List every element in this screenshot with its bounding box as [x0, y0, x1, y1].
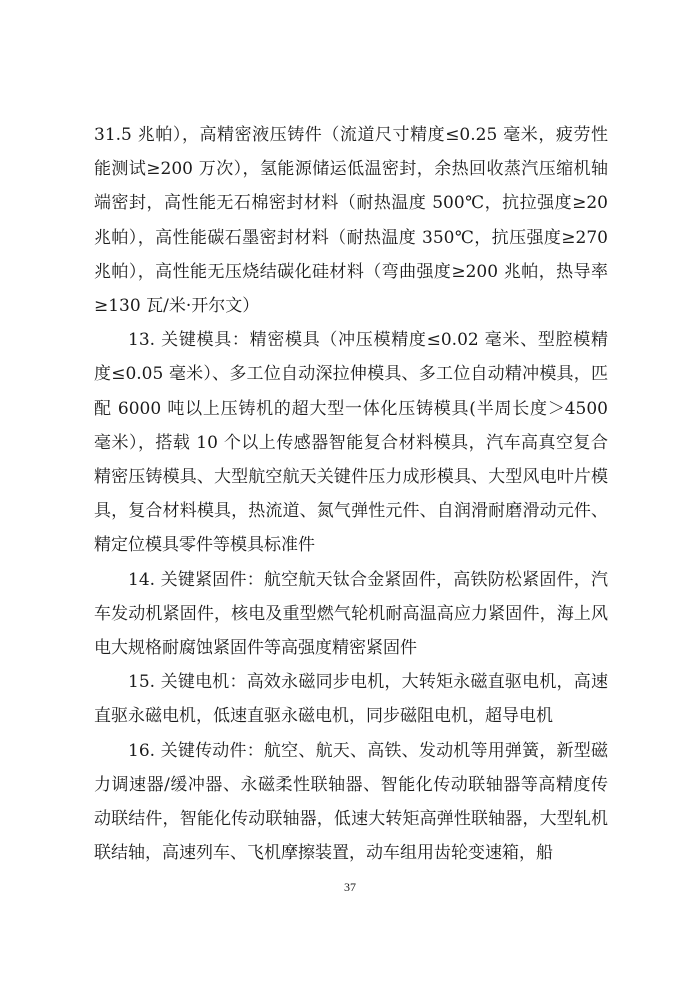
- paragraph-key-motors: 15. 关键电机：高效永磁同步电机，大转矩永磁直驱电机，高速直驱永磁电机，低速直驱永磁电机，同步磁阻电机，超导电机: [94, 672, 608, 727]
- page-number: 37: [344, 880, 356, 894]
- paragraph-key-molds: 13. 关键模具：精密模具（冲压模精度≤0.02 毫米、型腔模精度≤0.05 毫米）、多工位自动深拉伸模具、多工位自动精冲模具，匹配 6000 吨以上压铸机的超大型一体化压铸模具(半周长度＞4500 毫米），搭载 10 个以上传感器智能复合材料模具，汽车高真空复合精密压铸模具、大型航空航天关键件压力成形模具、大型风电叶片模具，复合材料模具，热流道、氮气弹性元件、自润滑耐磨滑动元件、精定位模具零件等模具标准件: [94, 330, 608, 556]
- paragraph-key-fasteners: 14. 关键紧固件：航空航天钛合金紧固件，高铁防松紧固件，汽车发动机紧固件，核电及重型燃气轮机耐高温高应力紧固件，海上风电大规格耐腐蚀紧固件等高强度精密紧固件: [94, 569, 608, 659]
- body-text: [94, 118, 608, 870]
- paragraph-key-transmission-parts: 16. 关键传动件：航空、航天、高铁、发动机等用弹簧，新型磁力调速器/缓冲器、永磁柔性联轴器、智能化传动联轴器等高精度传动联结件，智能化传动联轴器，低速大转矩高弹性联轴器，大型轧机联结轴，高速列车、飞机摩擦装置，动车组用齿轮变速箱，船: [94, 740, 608, 864]
- paragraph-seal-materials: 31.5 兆帕），高精密液压铸件（流道尺寸精度≤0.25 毫米，疲劳性能测试≥200 万次），氢能源储运低温密封，余热回收蒸汽压缩机轴端密封，高性能无石棉密封材料（耐热温度 500℃，抗拉强度≥20 兆帕），高性能碳石墨密封材料（耐热温度 350℃，抗压强度≥270 兆帕），高性能无压烧结碳化硅材料（弯曲强度≥200 兆帕，热导率≥130 瓦/米·开尔文）: [94, 125, 608, 317]
